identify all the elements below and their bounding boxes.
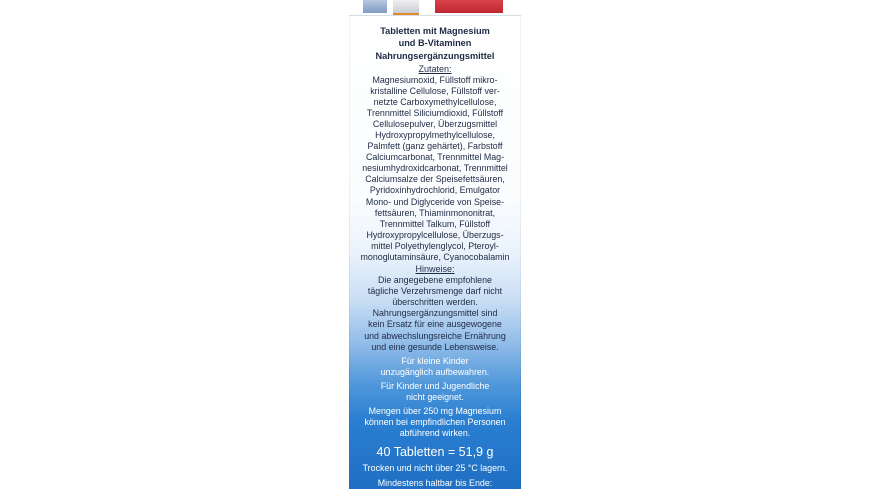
ingredients-list: Magnesiumoxid, Füllstoff mikro- kristalline Cellulose, Füllstoff ver- netzte Carboxymethylcellulose, Trennmittel Siliciumdioxid, Füllstoff Cellulosepulver, Überzugsmittel Hydroxypropylmethylcellulose, Palmfett (ganz gehärtet), Farbstoff Calciumcarbonat, Trennmittel Mag- nesiumhydroxidcarbonat, Trennmittel Calciumsalze der Speisefettsäuren, Pyridoxinhydrochlorid, Emulgator Mono- und Diglyceride von Speise- fettsäuren, Thiaminmononitrat, Trennmittel Talkum, Füllstoff Hydroxypropylcellulose, Überzugs- mittel Polyethylenglycol, Pteroyl- monoglutaminsäure, Cyanocobalamin <box>360 74 510 262</box>
top-separator <box>349 15 521 16</box>
quantity-label: 40 Tabletten = 51,9 g <box>376 445 494 460</box>
best-before-label: Mindestens haltbar bis Ende: siehe Bodenlasche <box>377 477 493 499</box>
notes-intake: Die angegebene empfohlene tägliche Verzehrsmenge darf nicht überschritten werden. <box>367 275 503 308</box>
storage-label: Trocken und nicht über 25 °C lagern. <box>362 463 508 474</box>
top-thumbnail-blue <box>363 0 387 13</box>
notes-supplement: Nahrungsergänzungsmittel sind kein Ersatz für eine ausgewogene und abwechslungsreiche Ernährung und eine gesunde Lebensweise. <box>364 308 506 352</box>
product-box-side-panel <box>349 0 521 499</box>
product-title: Tabletten mit Magnesium und B-Vitaminen <box>380 26 490 48</box>
ingredients-heading: Zutaten: <box>418 63 452 74</box>
notes-not-suitable: Für Kinder und Jugendliche nicht geeignet. <box>380 380 490 403</box>
notes-heading: Hinweise: <box>415 264 455 275</box>
notes-magnesium-warning: Mengen über 250 mg Magnesium können bei empfindlichen Personen abführend wirken. <box>364 406 506 439</box>
product-category: Nahrungsergänzungsmittel <box>375 51 495 61</box>
package-text <box>349 26 521 500</box>
top-thumbnail-grey <box>393 0 419 15</box>
top-strip <box>349 0 521 16</box>
top-thumbnail-red <box>435 0 503 13</box>
notes-children-storage: Für kleine Kinder unzugänglich aufbewahren. <box>380 355 490 377</box>
